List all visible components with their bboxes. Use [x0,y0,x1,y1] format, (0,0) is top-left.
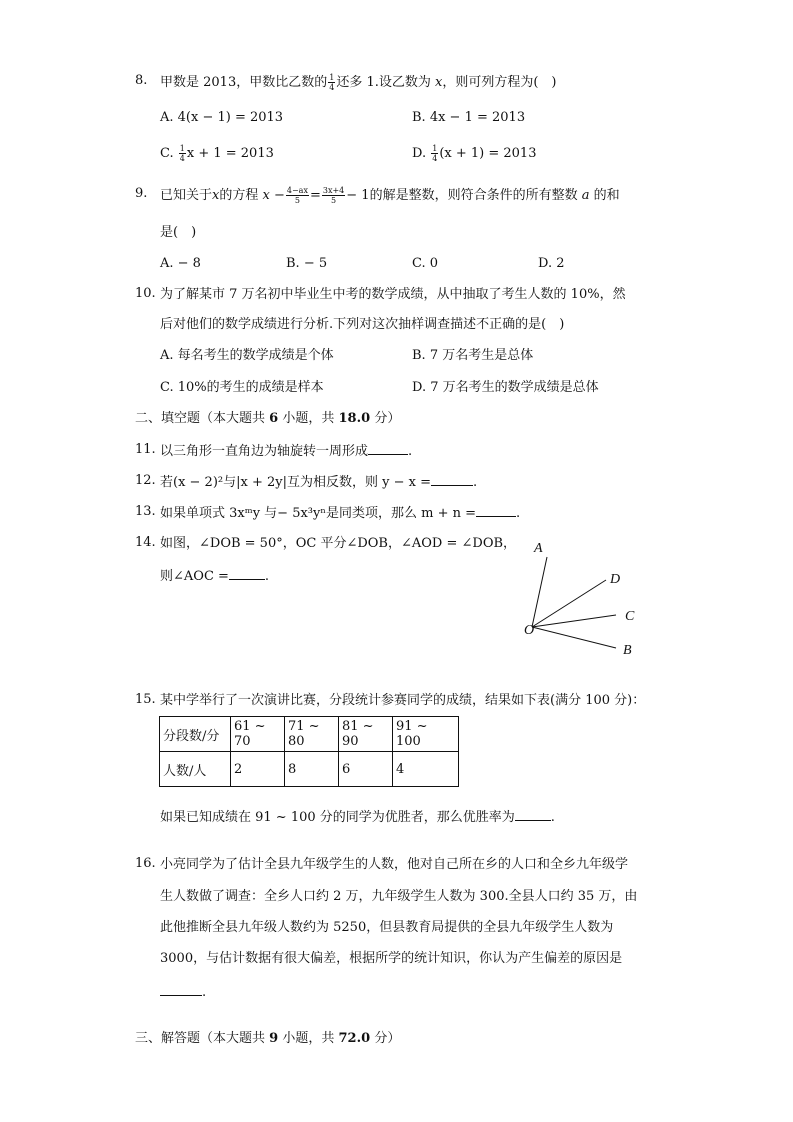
section-2-text: 小题，共 [282,411,335,426]
q14-answer-blank[interactable] [229,567,265,580]
question-16-number: 16. [135,856,156,871]
q9-stem-part: 已知关于 [160,188,213,203]
q8-d-frac-den: 4 [432,154,438,163]
q13-end: . [516,506,521,521]
q14-end: . [264,569,270,584]
score-table [159,716,459,787]
q12-answer-blank[interactable] [431,473,473,486]
q8-c-frac-den: 4 [179,154,185,163]
question-14-number: 14. [135,535,156,550]
table-cell: 人数/人 [160,752,231,787]
table-cell: 71 ~ 80 [285,717,339,752]
q12-end: . [472,475,478,490]
q8-c-frac-num: 1 [179,144,185,153]
q10-option-d[interactable]: D. 7 万名考生的数学成绩是总体 [412,380,599,395]
q8-frac-den: 4 [329,83,335,92]
ray-od [532,580,606,627]
label-c: C [625,609,635,624]
q11-end: . [408,444,413,459]
ray-ob [532,627,616,648]
q15-text: 如果已知成绩在 91 ~ 100 分的同学为优胜者，那么优胜率为 [160,810,515,825]
table-cell: 8 [285,752,339,787]
q13-stem [160,504,520,523]
section-3-count: 9 [269,1031,279,1046]
question-9-number: 9. [135,186,148,201]
q9-stem-part: 的解是整数，则符合条件的所有整数 [369,188,578,203]
q10-option-a[interactable]: A. 每名考生的数学成绩是个体 [160,348,334,363]
q16-line-1: 小亮同学为了估计全县九年级学生的人数，他对自己所在乡的人口和全乡九年级学 [160,857,629,872]
table-row [160,717,459,752]
q8-stem-part: ，则可列方程为( ) [442,75,557,90]
question-9-stem [160,186,620,205]
table-cell: 81 ~ 90 [339,717,393,752]
section-2-heading [135,410,400,428]
table-cell: 61 ~ 70 [231,717,285,752]
q9-fraction-1 [286,186,309,205]
section-3-heading [135,1030,400,1048]
q9-stem-part: 的方程 [219,188,259,203]
q9-eq-end: − 1 [346,188,370,203]
q9-f2-den: 5 [331,196,337,205]
q9-var-a: a [581,188,590,203]
q16-line-4: 3000，与估计数据有很大偏差，根据所学的统计知识，你认为产生偏差的原因是 [160,951,623,966]
ray-oc [532,615,616,627]
section-2-count: 6 [269,411,279,426]
q16-line-5 [160,983,206,1002]
table-row [160,752,459,787]
question-8-number: 8. [135,73,148,88]
q9-stem-part: 的和 [593,188,620,203]
q12-text: 若(x − 2)²与|x + 2y|互为相反数，则 y − x = [160,475,431,490]
q9-option-a[interactable]: A. − 8 [160,256,201,271]
q8-var: x [435,75,443,90]
question-11-number: 11. [135,442,156,457]
q9-option-b[interactable]: B. − 5 [286,256,328,271]
q11-answer-blank[interactable] [368,442,408,455]
q8-stem-part: 甲数是 2013，甲数比乙数的 [160,75,328,90]
label-d: D [610,572,621,587]
section-2-score: 18.0 [338,411,371,426]
q10-option-b[interactable]: B. 7 万名考生是总体 [412,348,534,363]
section-3-text: 小题，共 [282,1031,335,1046]
table-cell: 2 [231,752,285,787]
q8-option-b[interactable]: B. 4x − 1 = 2013 [412,110,526,125]
q9-line-2: 是( ) [160,225,197,240]
q15-answer-blank[interactable] [515,808,551,821]
q16-end: . [202,985,207,1000]
q8-stem-part: 还多 1.设乙数为 [336,75,431,90]
q15-line-1: 某中学举行了一次演讲比赛，分段统计参赛同学的成绩，结果如下表(满分 100 分)： [160,693,646,708]
table-cell: 分段数/分 [160,717,231,752]
q16-answer-blank[interactable] [160,983,202,996]
table-cell: 91 ~ 100 [393,717,459,752]
q15-line-2 [160,808,555,827]
q13-text: 如果单项式 3xᵐy 与− 5x³yⁿ是同类项，那么 m + n = [160,506,477,521]
question-13-number: 13. [135,504,156,519]
section-3-text: 三、解答题（本大题共 [135,1031,266,1046]
question-15-number: 15. [135,692,156,707]
q8-d-expr: (x + 1) = 2013 [439,146,537,161]
q9-option-c[interactable]: C. 0 [412,256,439,271]
q10-line-1: 为了解某市 7 万名初中毕业生中考的数学成绩，从中抽取了考生人数的 10%，然 [160,287,626,302]
q8-d-fraction [431,144,438,163]
q11-stem [160,442,412,461]
q10-option-c[interactable]: C. 10%的考生的成绩是样本 [160,380,324,395]
q12-stem [160,473,477,492]
q8-option-c[interactable] [160,144,274,163]
label-a: A [534,541,543,556]
q16-line-3: 此他推断全县九年级人数约为 5250，但县教育局提供的全县九年级学生人数为 [160,920,614,935]
q9-option-d[interactable]: D. 2 [538,256,565,271]
label-b: B [623,643,632,658]
q9-f2-num: 3x+4 [322,186,345,195]
q9-eq-x: x − [262,188,285,203]
q9-eq-mid: = [309,188,321,203]
q8-frac-num: 1 [329,73,335,82]
q14-text: 则∠AOC = [160,569,229,584]
q11-text: 以三角形一直角边为轴旋转一周形成 [160,444,369,459]
section-3-score: 72.0 [338,1031,371,1046]
q9-var: x [212,188,220,203]
section-2-text: 分） [374,411,401,426]
q9-f1-num: 4−ax [286,186,308,195]
q8-c-label: C. [160,146,174,161]
q14-line-1: 如图，∠DOB = 50°，OC 平分∠DOB，∠AOD = ∠DOB， [160,536,517,551]
question-12-number: 12. [135,473,156,488]
q15-end: . [550,810,555,825]
table-cell: 6 [339,752,393,787]
question-10-number: 10. [135,286,156,301]
q10-line-2: 后对他们的数学成绩进行分析.下列对这次抽样调查描述不正确的是( ) [160,317,565,332]
q8-c-expr: x + 1 = 2013 [186,146,274,161]
q8-option-d[interactable] [412,144,536,163]
angle-figure [510,535,670,665]
question-8-stem [160,73,557,92]
q8-option-a[interactable]: A. 4(x − 1) = 2013 [160,110,284,125]
q8-d-frac-num: 1 [432,144,438,153]
section-2-text: 二、填空题（本大题共 [135,411,266,426]
q9-fraction-2 [322,186,345,205]
q9-f1-den: 5 [294,196,300,205]
label-o: O [524,623,535,638]
q8-c-fraction [179,144,186,163]
ray-oa [532,557,547,627]
q16-line-2: 生人数做了调查：全乡人口约 2 万，九年级学生人数为 300.全县人口约 35 万，由 [160,889,638,904]
q14-line-2 [160,567,269,586]
q13-answer-blank[interactable] [476,504,516,517]
q8-fraction [328,73,335,92]
section-3-text: 分） [374,1031,401,1046]
q8-d-label: D. [412,146,427,161]
table-cell: 4 [393,752,459,787]
